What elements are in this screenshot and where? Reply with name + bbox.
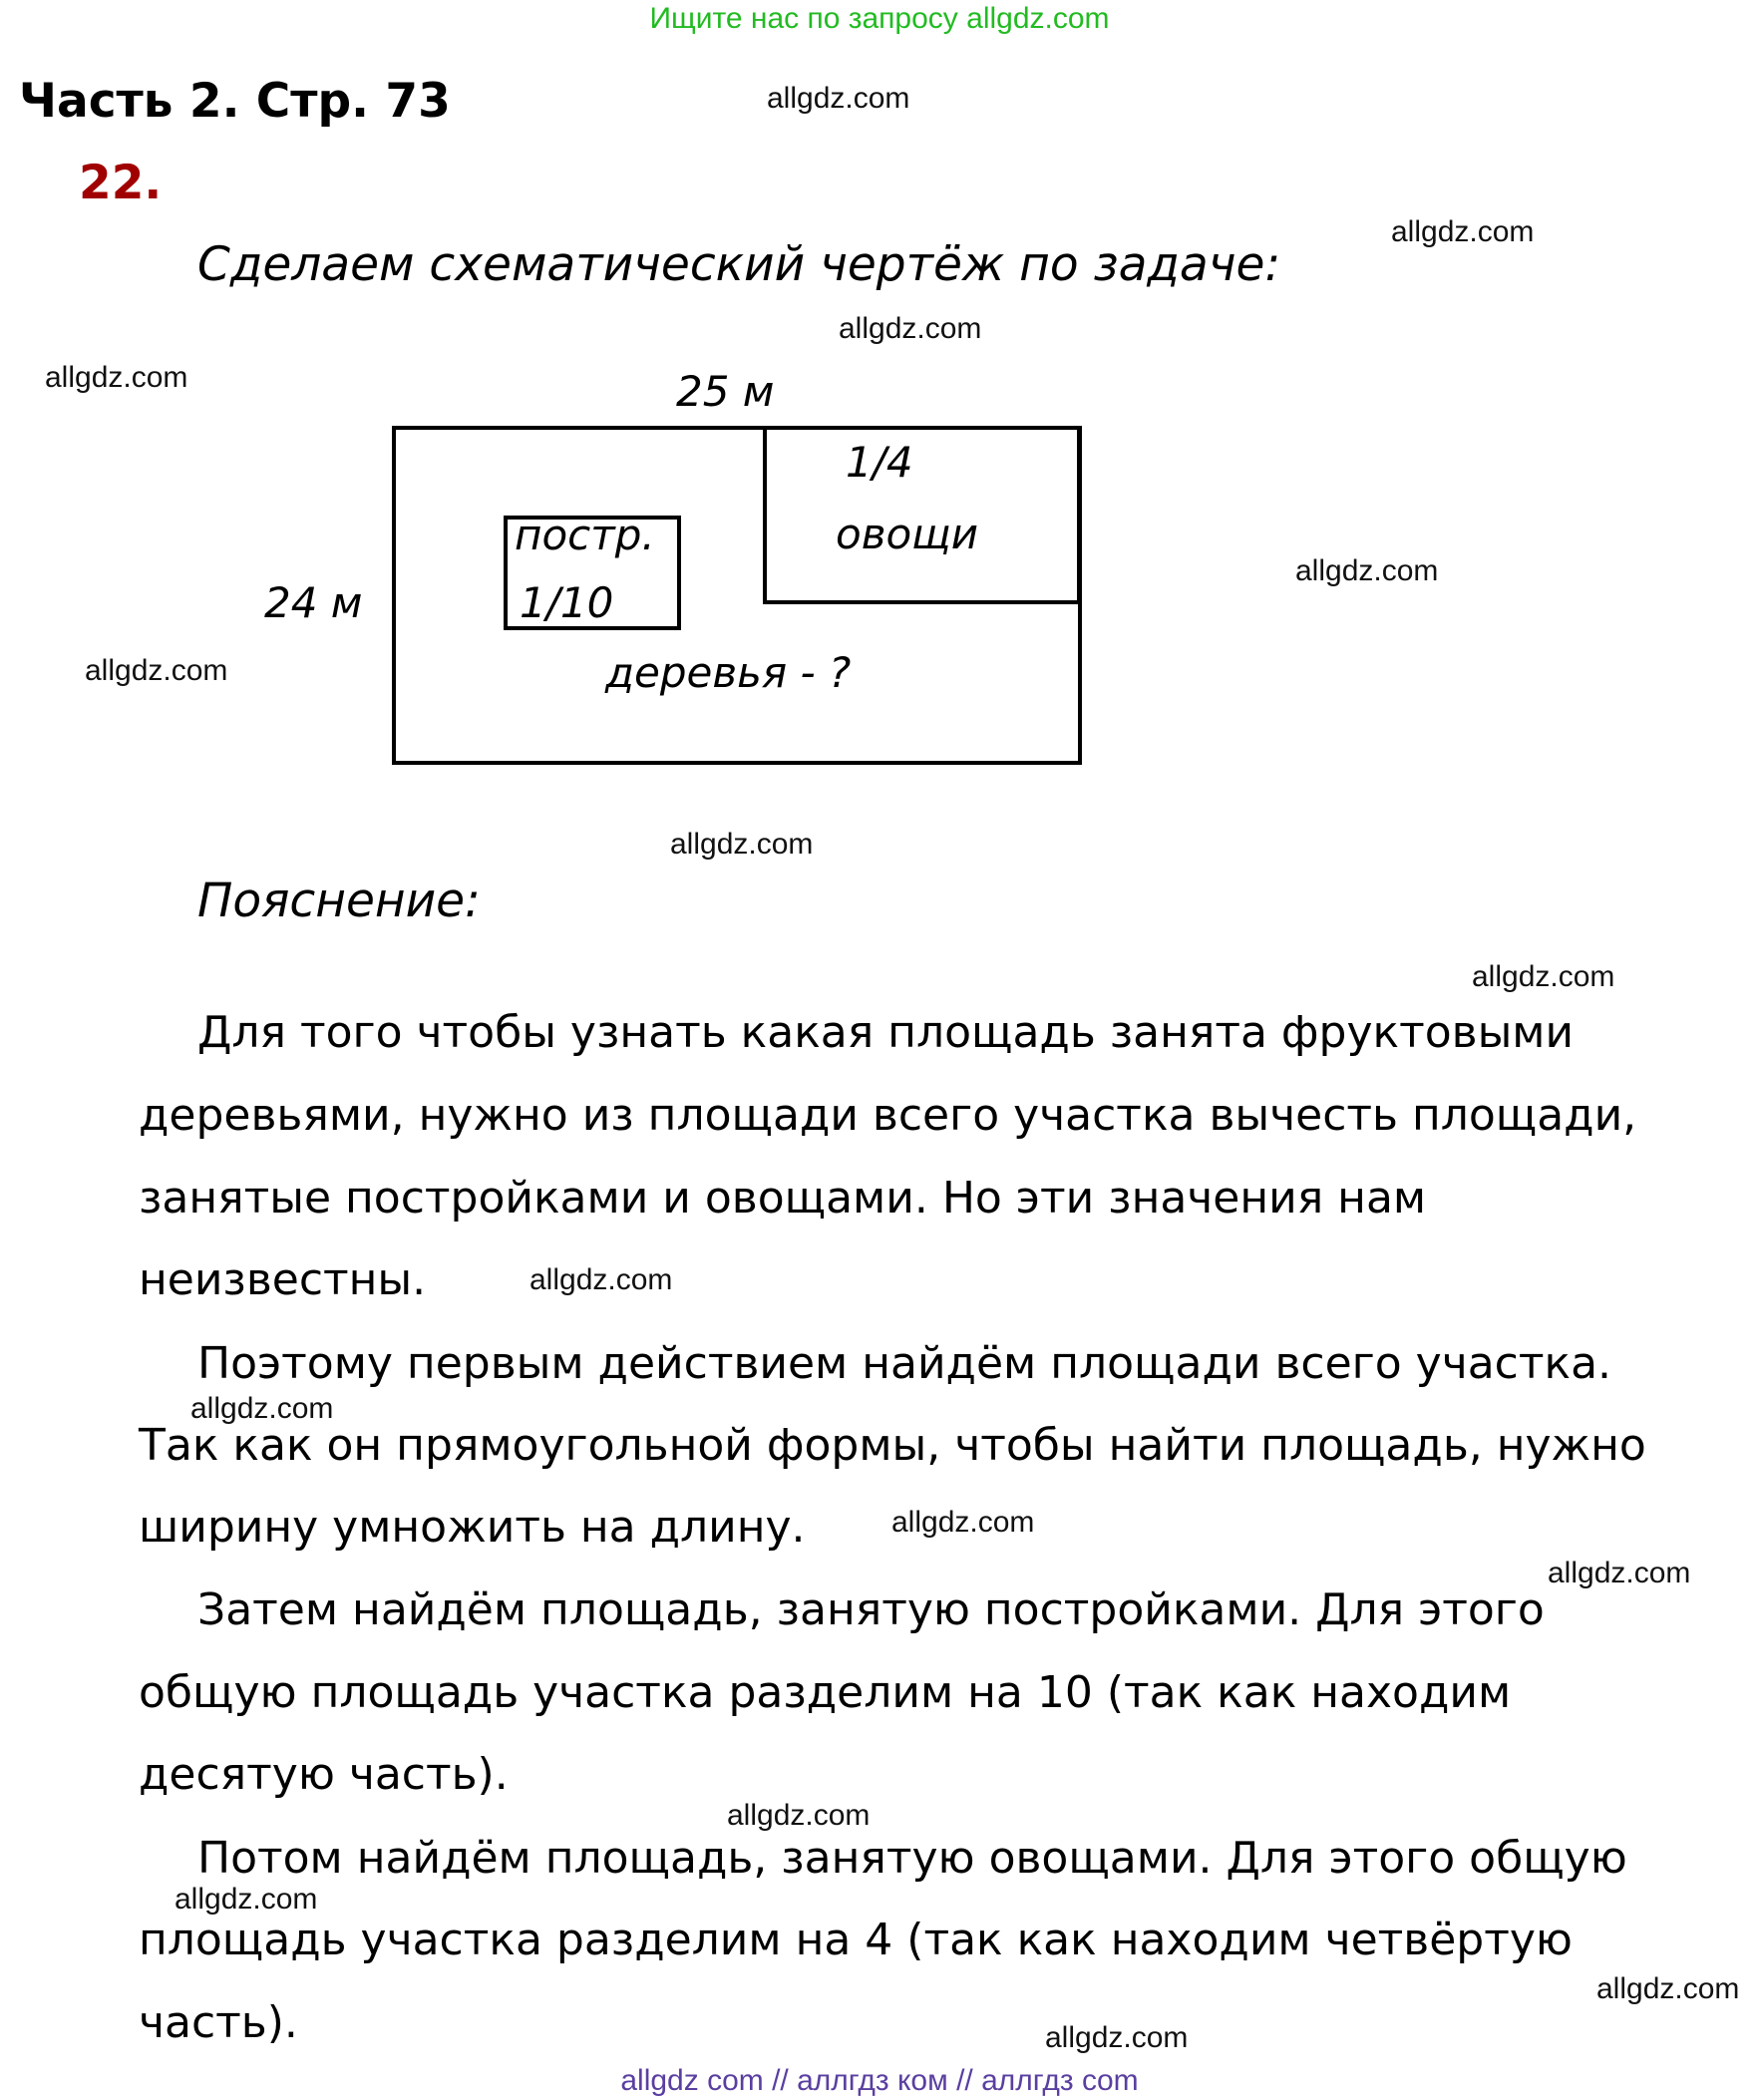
veg-label: овощи [836, 510, 979, 558]
text-line: площадь участка разделим на 4 (так как находим четвёртую [139, 1915, 1573, 1965]
text-line: деревьями, нужно из площади всего участка вычесть площади, [139, 1090, 1637, 1141]
page-title: Часть 2. Стр. 73 [19, 74, 451, 129]
build-fraction: 1/10 [520, 578, 614, 627]
watermark: allgdz.com [175, 1883, 318, 1916]
text-line: Для того чтобы узнать какая площадь занята фруктовыми [197, 1007, 1575, 1058]
intro-text: Сделаем схематический чертёж по задаче: [197, 237, 1281, 292]
text-line: Затем найдём площадь, занятую постройками. Для этого [197, 1584, 1545, 1635]
text-line: занятые постройками и овощами. Но эти значения нам [139, 1173, 1427, 1224]
watermark: allgdz.com [1295, 554, 1439, 587]
watermark: allgdz.com [1596, 1972, 1740, 2005]
veg-fraction: 1/4 [846, 438, 913, 487]
text-line: часть). [139, 1997, 298, 2048]
watermark: allgdz.com [891, 1506, 1035, 1539]
text-line: общую площадь участка разделим на 10 (так как находим [139, 1667, 1512, 1718]
text-line: неизвестны. [139, 1254, 427, 1305]
watermark: allgdz.com [529, 1263, 673, 1296]
text-line: ширину умножить на длину. [139, 1502, 806, 1553]
trees-label: деревья - ? [605, 648, 852, 697]
build-label: постр. [515, 511, 655, 559]
explanation-heading: Пояснение: [197, 874, 481, 928]
width-label: 25 м [676, 367, 775, 416]
search-banner: Ищите нас по запросу allgdz.com [649, 2, 1110, 35]
watermark: allgdz.com [670, 828, 814, 861]
watermark: allgdz.com [1548, 1557, 1691, 1589]
task-number: 22. [79, 156, 163, 210]
watermark: allgdz.com [85, 654, 228, 687]
text-line: Так как он прямоугольной формы, чтобы найти площадь, нужно [139, 1420, 1646, 1471]
watermark: allgdz.com [839, 312, 982, 345]
watermark: allgdz.com [1045, 2021, 1189, 2054]
text-line: Поэтому первым действием найдём площади всего участка. [197, 1338, 1612, 1389]
text-line: десятую часть). [139, 1749, 509, 1800]
watermark: allgdz.com [1391, 215, 1535, 248]
watermark: allgdz.com [1472, 960, 1615, 993]
watermark: allgdz.com [767, 82, 910, 115]
text-line: Потом найдём площадь, занятую овощами. Для этого общую [197, 1833, 1627, 1884]
height-label: 24 м [264, 578, 363, 627]
watermark: allgdz.com [727, 1799, 871, 1832]
footer-links: allgdz com // аллгдз ком // аллгдз com [620, 2064, 1139, 2097]
watermark: allgdz.com [45, 361, 188, 394]
watermark: allgdz.com [190, 1392, 334, 1425]
